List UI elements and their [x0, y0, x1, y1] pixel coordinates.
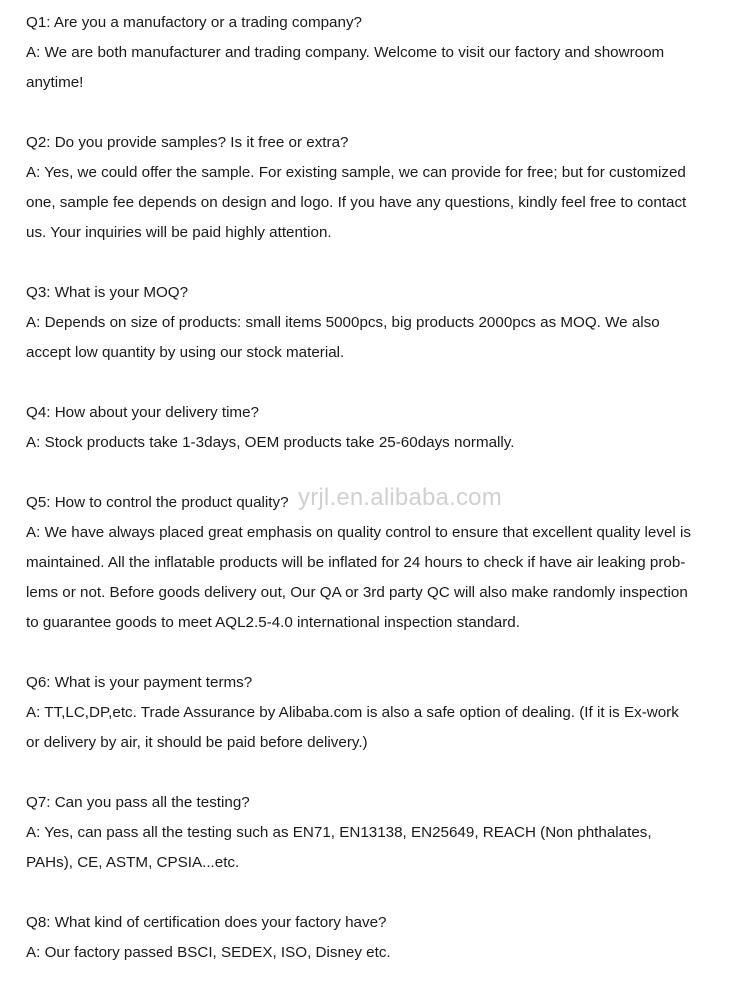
faq-answer-line: maintained. All the inflatable products will be inflated for 24 hours to check if have air leaking prob-	[26, 554, 686, 571]
faq-question: Q5: How to control the product quality?	[26, 494, 289, 511]
faq-answer-line: accept low quantity by using our stock material.	[26, 344, 345, 361]
faq-item-q6	[26, 668, 730, 758]
faq-question: Q2: Do you provide samples? Is it free or extra?	[26, 134, 349, 151]
faq-answer-line: A: Yes, we could offer the sample. For existing sample, we can provide for free; but for customized	[26, 164, 686, 181]
faq-answer-line: A: Our factory passed BSCI, SEDEX, ISO, Disney etc.	[26, 944, 391, 961]
faq-item-q3	[26, 278, 730, 368]
faq-answer-line: to guarantee goods to meet AQL2.5-4.0 international inspection standard.	[26, 614, 520, 631]
faq-answer-line: us. Your inquiries will be paid highly attention.	[26, 224, 332, 241]
faq-item-q8	[26, 908, 730, 968]
faq-question: Q6: What is your payment terms?	[26, 674, 253, 691]
faq-answer-line: one, sample fee depends on design and logo. If you have any questions, kindly feel free to contact	[26, 194, 687, 211]
faq-answer-line: A: We have always placed great emphasis on quality control to ensure that excellent quality level is	[26, 524, 691, 541]
watermark-text: yrjl.en.alibaba.com	[298, 484, 502, 511]
faq-question: Q8: What kind of certification does your factory have?	[26, 914, 387, 931]
faq-answer-line: lems or not. Before goods delivery out, Our QA or 3rd party QC will also make randomly inspection	[26, 584, 688, 601]
faq-item-q4	[26, 398, 730, 458]
faq-list	[26, 8, 730, 998]
faq-question: Q7: Can you pass all the testing?	[26, 794, 250, 811]
faq-answer-line: A: TT,LC,DP,etc. Trade Assurance by Alibaba.com is also a safe option of dealing. (If it is Ex-work	[26, 704, 679, 721]
faq-question: Q1: Are you a manufactory or a trading company?	[26, 14, 362, 31]
faq-item-q5	[26, 488, 730, 638]
faq-question: Q3: What is your MOQ?	[26, 284, 189, 301]
faq-answer-line: PAHs), CE, ASTM, CPSIA...etc.	[26, 854, 240, 871]
faq-item-q1	[26, 8, 730, 98]
faq-item-q7	[26, 788, 730, 878]
faq-answer-line: anytime!	[26, 74, 84, 91]
faq-answer-line: A: We are both manufacturer and trading company. Welcome to visit our factory and showroom	[26, 44, 665, 61]
faq-answer-line: A: Stock products take 1-3days, OEM products take 25-60days normally.	[26, 434, 515, 451]
faq-answer-line: or delivery by air, it should be paid before delivery.)	[26, 734, 368, 751]
faq-answer-line: A: Depends on size of products: small items 5000pcs, big products 2000pcs as MOQ. We also	[26, 314, 660, 331]
faq-question: Q4: How about your delivery time?	[26, 404, 259, 421]
faq-answer-line: A: Yes, can pass all the testing such as EN71, EN13138, EN25649, REACH (Non phthalates,	[26, 824, 652, 841]
faq-item-q2	[26, 128, 730, 248]
